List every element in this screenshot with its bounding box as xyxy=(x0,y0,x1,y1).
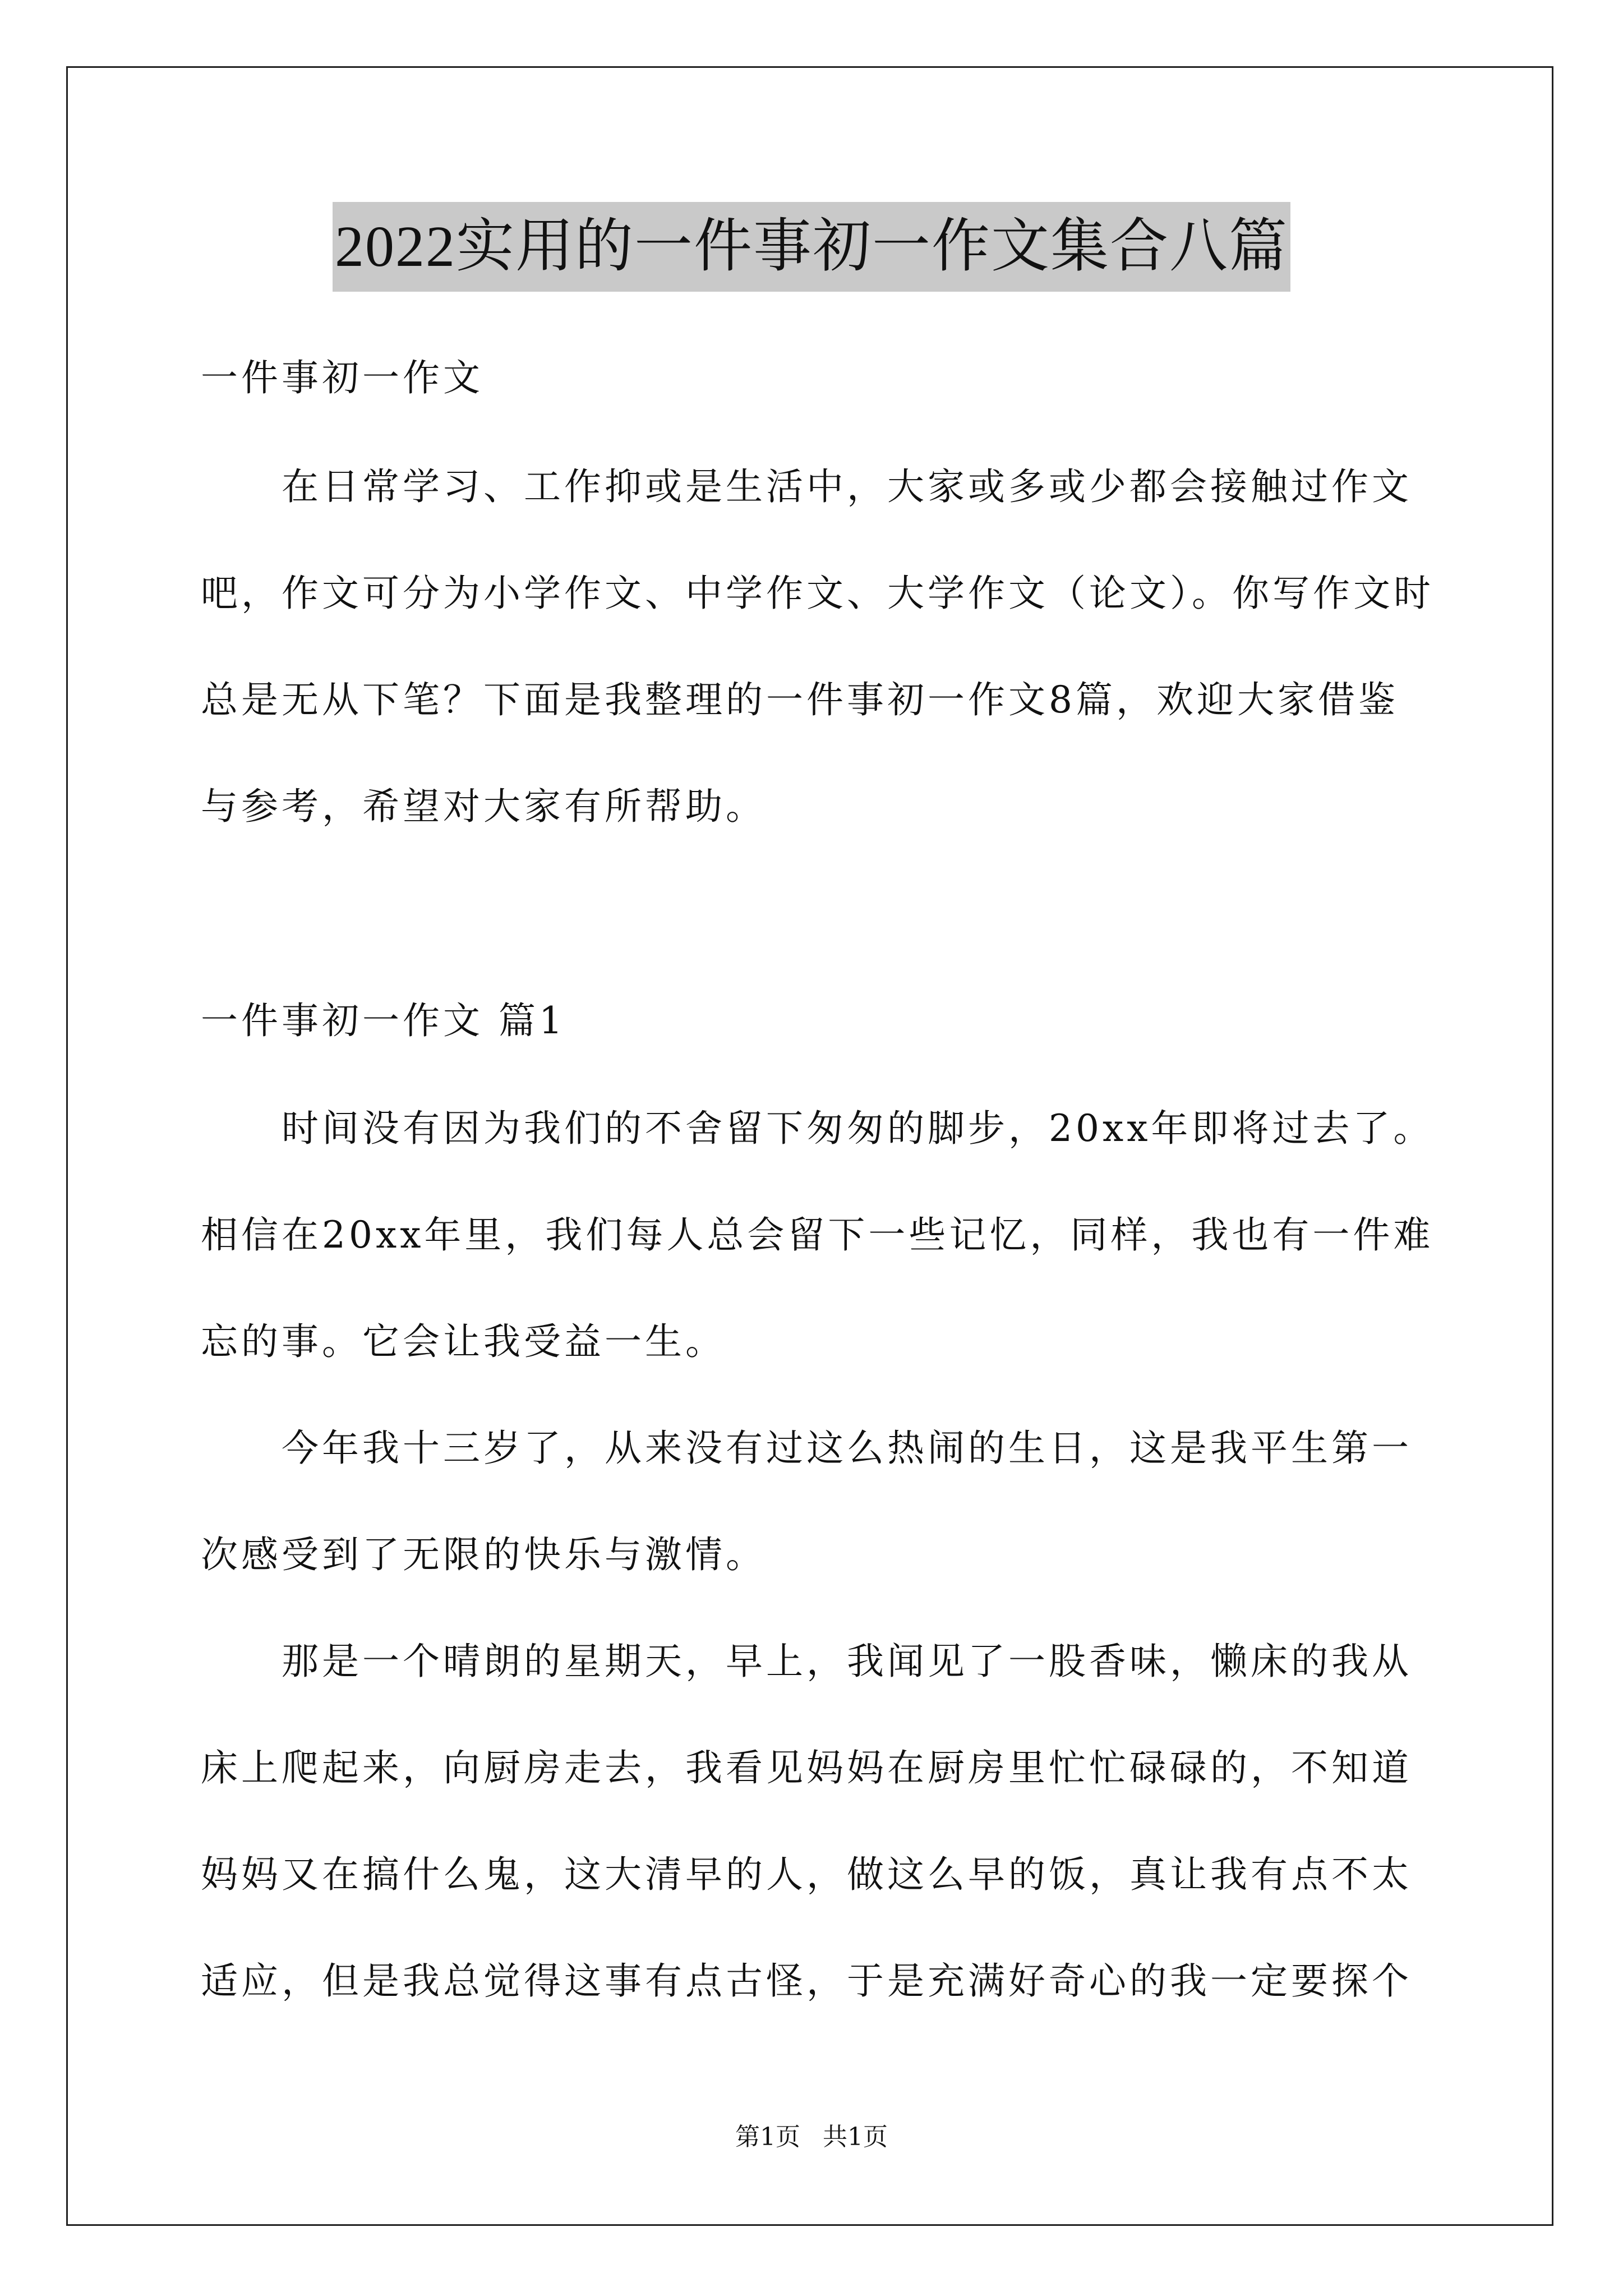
page-total: 共1页 xyxy=(823,2123,888,2151)
essay1-line-5: 次感受到了无限的快乐与激情。 xyxy=(201,1533,766,1576)
intro-line-1: 在日常学习、工作抑或是生活中，大家或多或少都会接触过作文 xyxy=(201,465,1412,508)
essay1-line-2: 相信在20xx年里，我们每人总会留下一些记忆，同样，我也有一件难 xyxy=(201,1213,1434,1257)
essay1-heading: 一件事初一作文 篇1 xyxy=(201,999,566,1042)
document-title: 2022实用的一件事初一作文集合八篇 xyxy=(333,202,1290,292)
intro-line-4: 与参考，希望对大家有所帮助。 xyxy=(201,785,766,828)
essay1-line-6: 那是一个晴朗的星期天，早上，我闻见了一股香味，懒床的我从 xyxy=(201,1640,1412,1683)
essay1-line-1: 时间没有因为我们的不舍留下匆匆的脚步，20xx年即将过去了。 xyxy=(201,1107,1434,1150)
intro-line-2: 吧，作文可分为小学作文、中学作文、大学作文（论文）。你写作文时 xyxy=(201,572,1434,615)
essay1-line-8: 妈妈又在搞什么鬼，这大清早的人，做这么早的饭，真让我有点不太 xyxy=(201,1853,1412,1896)
section-heading: 一件事初一作文 xyxy=(201,356,483,399)
essay1-line-9: 适应，但是我总觉得这事有点古怪，于是充满好奇心的我一定要探个 xyxy=(201,1959,1412,2003)
essay1-line-7: 床上爬起来，向厨房走去，我看见妈妈在厨房里忙忙碌碌的，不知道 xyxy=(201,1746,1412,1789)
page-footer xyxy=(0,2120,1623,2154)
title-container xyxy=(0,202,1623,292)
page-number: 第1页 xyxy=(735,2123,800,2151)
essay1-line-3: 忘的事。它会让我受益一生。 xyxy=(201,1320,726,1363)
intro-line-3: 总是无从下笔？下面是我整理的一件事初一作文8篇，欢迎大家借鉴 xyxy=(201,678,1399,721)
essay1-line-4: 今年我十三岁了，从来没有过这么热闹的生日，这是我平生第一 xyxy=(201,1427,1412,1470)
